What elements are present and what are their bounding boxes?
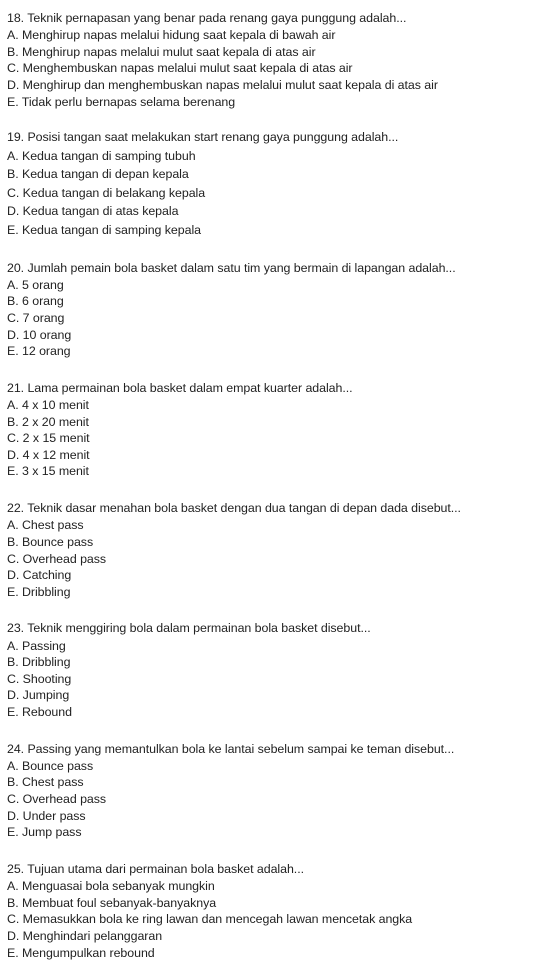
option-d: D. 10 orang <box>7 327 72 342</box>
option-a: A. Menguasai bola sebanyak mungkin <box>7 879 215 894</box>
question-23 <box>7 620 535 720</box>
question-21 <box>7 380 535 480</box>
question-text: 24. Passing yang memantulkan bola ke lantai sebelum sampai ke teman disebut... <box>7 741 455 756</box>
option-b: B. Membuat foul sebanyak-banyaknya <box>7 895 217 910</box>
document-body <box>7 10 535 961</box>
option-d: D. Kedua tangan di atas kepala <box>7 204 179 219</box>
option-a: A. Chest pass <box>7 518 84 533</box>
option-e: E. Tidak perlu bernapas selama berenang <box>7 94 236 109</box>
question-24 <box>7 741 535 841</box>
option-e: E. 3 x 15 menit <box>7 464 89 479</box>
question-20 <box>7 260 535 360</box>
option-c: C. Overhead pass <box>7 551 107 566</box>
option-a: A. Menghirup napas melalui hidung saat kepala di bawah air <box>7 28 336 43</box>
option-c: C. Shooting <box>7 671 72 686</box>
question-text: 22. Teknik dasar menahan bola basket dengan dua tangan di depan dada disebut... <box>7 501 461 516</box>
question-text: 23. Teknik menggiring bola dalam permainan bola basket disebut... <box>7 621 371 636</box>
option-e: E. Rebound <box>7 705 72 719</box>
option-b: B. 6 orang <box>7 294 64 309</box>
option-c: C. Kedua tangan di belakang kepala <box>7 185 206 200</box>
question-text: 19. Posisi tangan saat melakukan start renang gaya punggung adalah... <box>7 130 399 145</box>
option-b: B. Bounce pass <box>7 534 94 549</box>
option-a: A. Bounce pass <box>7 758 94 773</box>
option-e: E. Dribbling <box>7 584 71 599</box>
option-d: D. Menghirup dan menghembuskan napas melalui mulut saat kepala di atas air <box>7 78 438 93</box>
option-b: B. Dribbling <box>7 655 71 670</box>
question-22 <box>7 500 535 600</box>
question-25 <box>7 861 535 961</box>
option-a: A. Kedua tangan di samping tubuh <box>7 148 196 163</box>
option-b: B. 2 x 20 menit <box>7 414 89 429</box>
option-c: C. 2 x 15 menit <box>7 431 90 446</box>
option-e: E. Kedua tangan di samping kepala <box>7 222 201 237</box>
option-e: E. Jump pass <box>7 825 82 840</box>
option-d: D. Catching <box>7 568 72 583</box>
option-e: E. Mengumpulkan rebound <box>7 945 155 960</box>
option-e: E. 12 orang <box>7 344 71 359</box>
question-text: 25. Tujuan utama dari permainan bola basket adalah... <box>7 861 304 876</box>
option-b: B. Chest pass <box>7 775 84 790</box>
option-c: C. Memasukkan bola ke ring lawan dan mencegah lawan mencetak angka <box>7 912 413 927</box>
question-text: 18. Teknik pernapasan yang benar pada renang gaya punggung adalah... <box>7 11 407 25</box>
option-d: D. Menghindari pelanggaran <box>7 928 163 943</box>
option-b: B. Menghirup napas melalui mulut saat kepala di atas air <box>7 44 316 59</box>
option-d: D. Jumping <box>7 688 70 703</box>
question-18 <box>7 10 535 110</box>
question-text: 20. Jumlah pemain bola basket dalam satu tim yang bermain di lapangan adalah... <box>7 260 456 275</box>
question-text: 21. Lama permainan bola basket dalam empat kuarter adalah... <box>7 380 353 395</box>
option-a: A. 4 x 10 menit <box>7 398 89 413</box>
option-c: C. Menghembuskan napas melalui mulut saat kepala di atas air <box>7 61 353 76</box>
option-c: C. Overhead pass <box>7 792 107 807</box>
option-b: B. Kedua tangan di depan kepala <box>7 167 189 182</box>
question-19 <box>7 129 535 239</box>
option-a: A. 5 orang <box>7 277 64 292</box>
option-d: D. Under pass <box>7 808 86 823</box>
option-d: D. 4 x 12 menit <box>7 447 90 462</box>
option-c: C. 7 orang <box>7 311 65 326</box>
option-a: A. Passing <box>7 638 66 653</box>
